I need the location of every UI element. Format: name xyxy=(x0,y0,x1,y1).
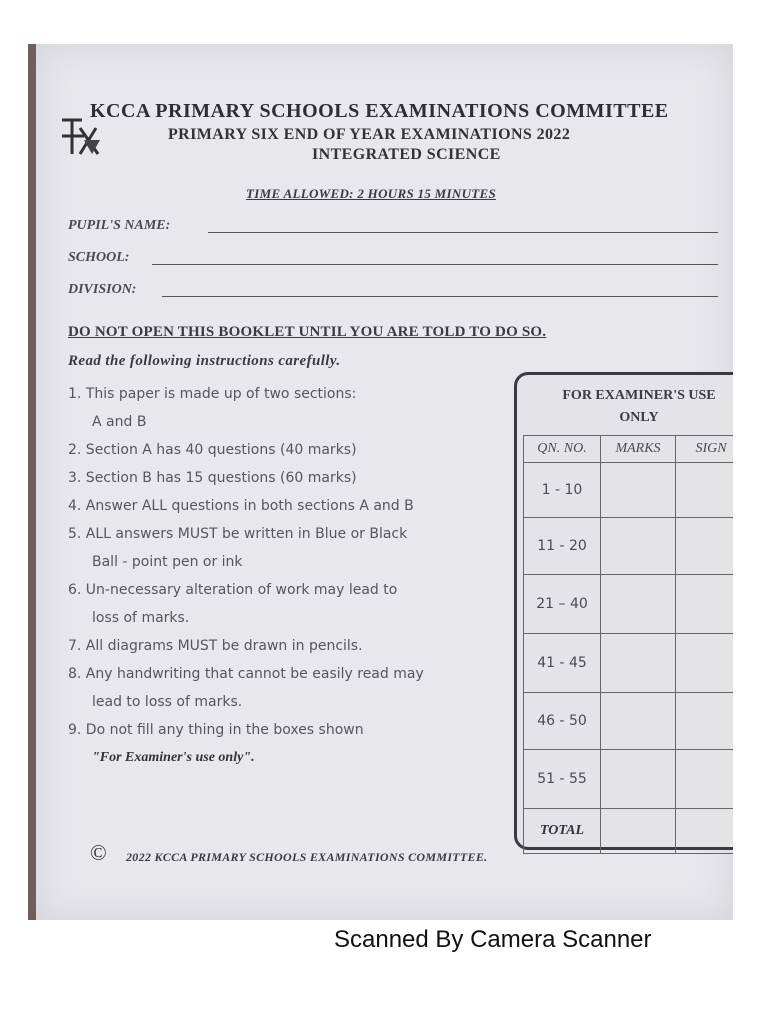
col-marks: MARKS xyxy=(601,436,676,463)
pupil-name-line xyxy=(208,232,718,233)
copyright-icon: © xyxy=(90,840,107,865)
table-row xyxy=(524,575,734,634)
total-label: TOTAL xyxy=(524,809,601,854)
instruction-8-cont: lead to loss of marks. xyxy=(92,694,243,710)
examiner-box xyxy=(514,372,733,850)
examiner-heading-line1: FOR EXAMINER'S USE xyxy=(562,388,716,403)
marks-cell[interactable] xyxy=(601,518,676,575)
instruction-4: 4. Answer ALL questions in both sections A and B xyxy=(68,498,414,514)
copyright-text: 2022 KCCA PRIMARY SCHOOLS EXAMINATIONS COMMITTEE. xyxy=(126,850,488,864)
instruction-1-cont: A and B xyxy=(92,414,147,430)
pupil-name-field[interactable] xyxy=(68,218,170,234)
instruction-7: 7. All diagrams MUST be drawn in pencils. xyxy=(68,638,363,654)
school-label: SCHOOL: xyxy=(68,250,130,265)
warning-text: DO NOT OPEN THIS BOOKLET UNTIL YOU ARE TOLD TO DO SO. xyxy=(68,324,547,340)
instruction-2: 2. Section A has 40 questions (40 marks) xyxy=(68,442,357,458)
subject-title: INTEGRATED SCIENCE xyxy=(312,146,501,163)
sign-cell[interactable] xyxy=(676,463,734,518)
table-row xyxy=(524,693,734,750)
table-row xyxy=(524,518,734,575)
col-sign: SIGN xyxy=(676,436,734,463)
instruction-5: 5. ALL answers MUST be written in Blue or Black xyxy=(68,526,408,542)
instructions-heading: Read the following instructions carefully. xyxy=(68,353,341,369)
examiner-table xyxy=(523,435,733,854)
sign-cell[interactable] xyxy=(676,809,734,854)
instruction-3: 3. Section B has 15 questions (60 marks) xyxy=(68,470,357,486)
examiner-heading xyxy=(529,385,733,429)
sign-cell[interactable] xyxy=(676,693,734,750)
table-row xyxy=(524,809,734,854)
school-line xyxy=(152,264,718,265)
row-range: 46 - 50 xyxy=(524,693,601,750)
table-row xyxy=(524,463,734,518)
division-line xyxy=(162,296,718,297)
table-row xyxy=(524,634,734,693)
row-range: 51 - 55 xyxy=(524,750,601,809)
row-range: 11 - 20 xyxy=(524,518,601,575)
school-field[interactable] xyxy=(68,250,129,266)
instruction-6: 6. Un-necessary alteration of work may lead to xyxy=(68,582,398,598)
instruction-9-cont: "For Examiner's use only". xyxy=(92,750,255,765)
marks-cell[interactable] xyxy=(601,693,676,750)
row-range: 21 – 40 xyxy=(524,575,601,634)
sign-cell[interactable] xyxy=(676,575,734,634)
time-allowed: TIME ALLOWED: 2 HOURS 15 MINUTES xyxy=(246,186,497,201)
exam-subtitle: PRIMARY SIX END OF YEAR EXAMINATIONS 2022 xyxy=(168,126,571,143)
instruction-5-cont: Ball - point pen or ink xyxy=(92,554,243,570)
instructions-list xyxy=(68,380,518,772)
division-label: DIVISION: xyxy=(68,282,137,297)
sign-cell[interactable] xyxy=(676,634,734,693)
instruction-1: 1. This paper is made up of two sections: xyxy=(68,386,357,402)
committee-title: KCCA PRIMARY SCHOOLS EXAMINATIONS COMMITTEE xyxy=(90,100,669,122)
row-range: 41 - 45 xyxy=(524,634,601,693)
instruction-6-cont: loss of marks. xyxy=(92,610,190,626)
instruction-8: 8. Any handwriting that cannot be easily read may xyxy=(68,666,424,682)
instruction-9: 9. Do not fill any thing in the boxes shown xyxy=(68,722,364,738)
exam-sheet xyxy=(36,44,733,920)
col-qn-no: QN. NO. xyxy=(524,436,601,463)
marks-cell[interactable] xyxy=(601,809,676,854)
marks-cell[interactable] xyxy=(601,575,676,634)
marks-cell[interactable] xyxy=(601,463,676,518)
table-row xyxy=(524,750,734,809)
scanner-watermark: Scanned By Camera Scanner xyxy=(334,926,652,953)
pupil-name-label: PUPIL'S NAME: xyxy=(68,218,171,233)
marks-cell[interactable] xyxy=(601,634,676,693)
marks-cell[interactable] xyxy=(601,750,676,809)
examiner-heading-line2: ONLY xyxy=(619,410,659,425)
sign-cell[interactable] xyxy=(676,518,734,575)
sign-cell[interactable] xyxy=(676,750,734,809)
examiner-header-row xyxy=(524,436,734,463)
row-range: 1 - 10 xyxy=(524,463,601,518)
division-field[interactable] xyxy=(68,282,136,298)
